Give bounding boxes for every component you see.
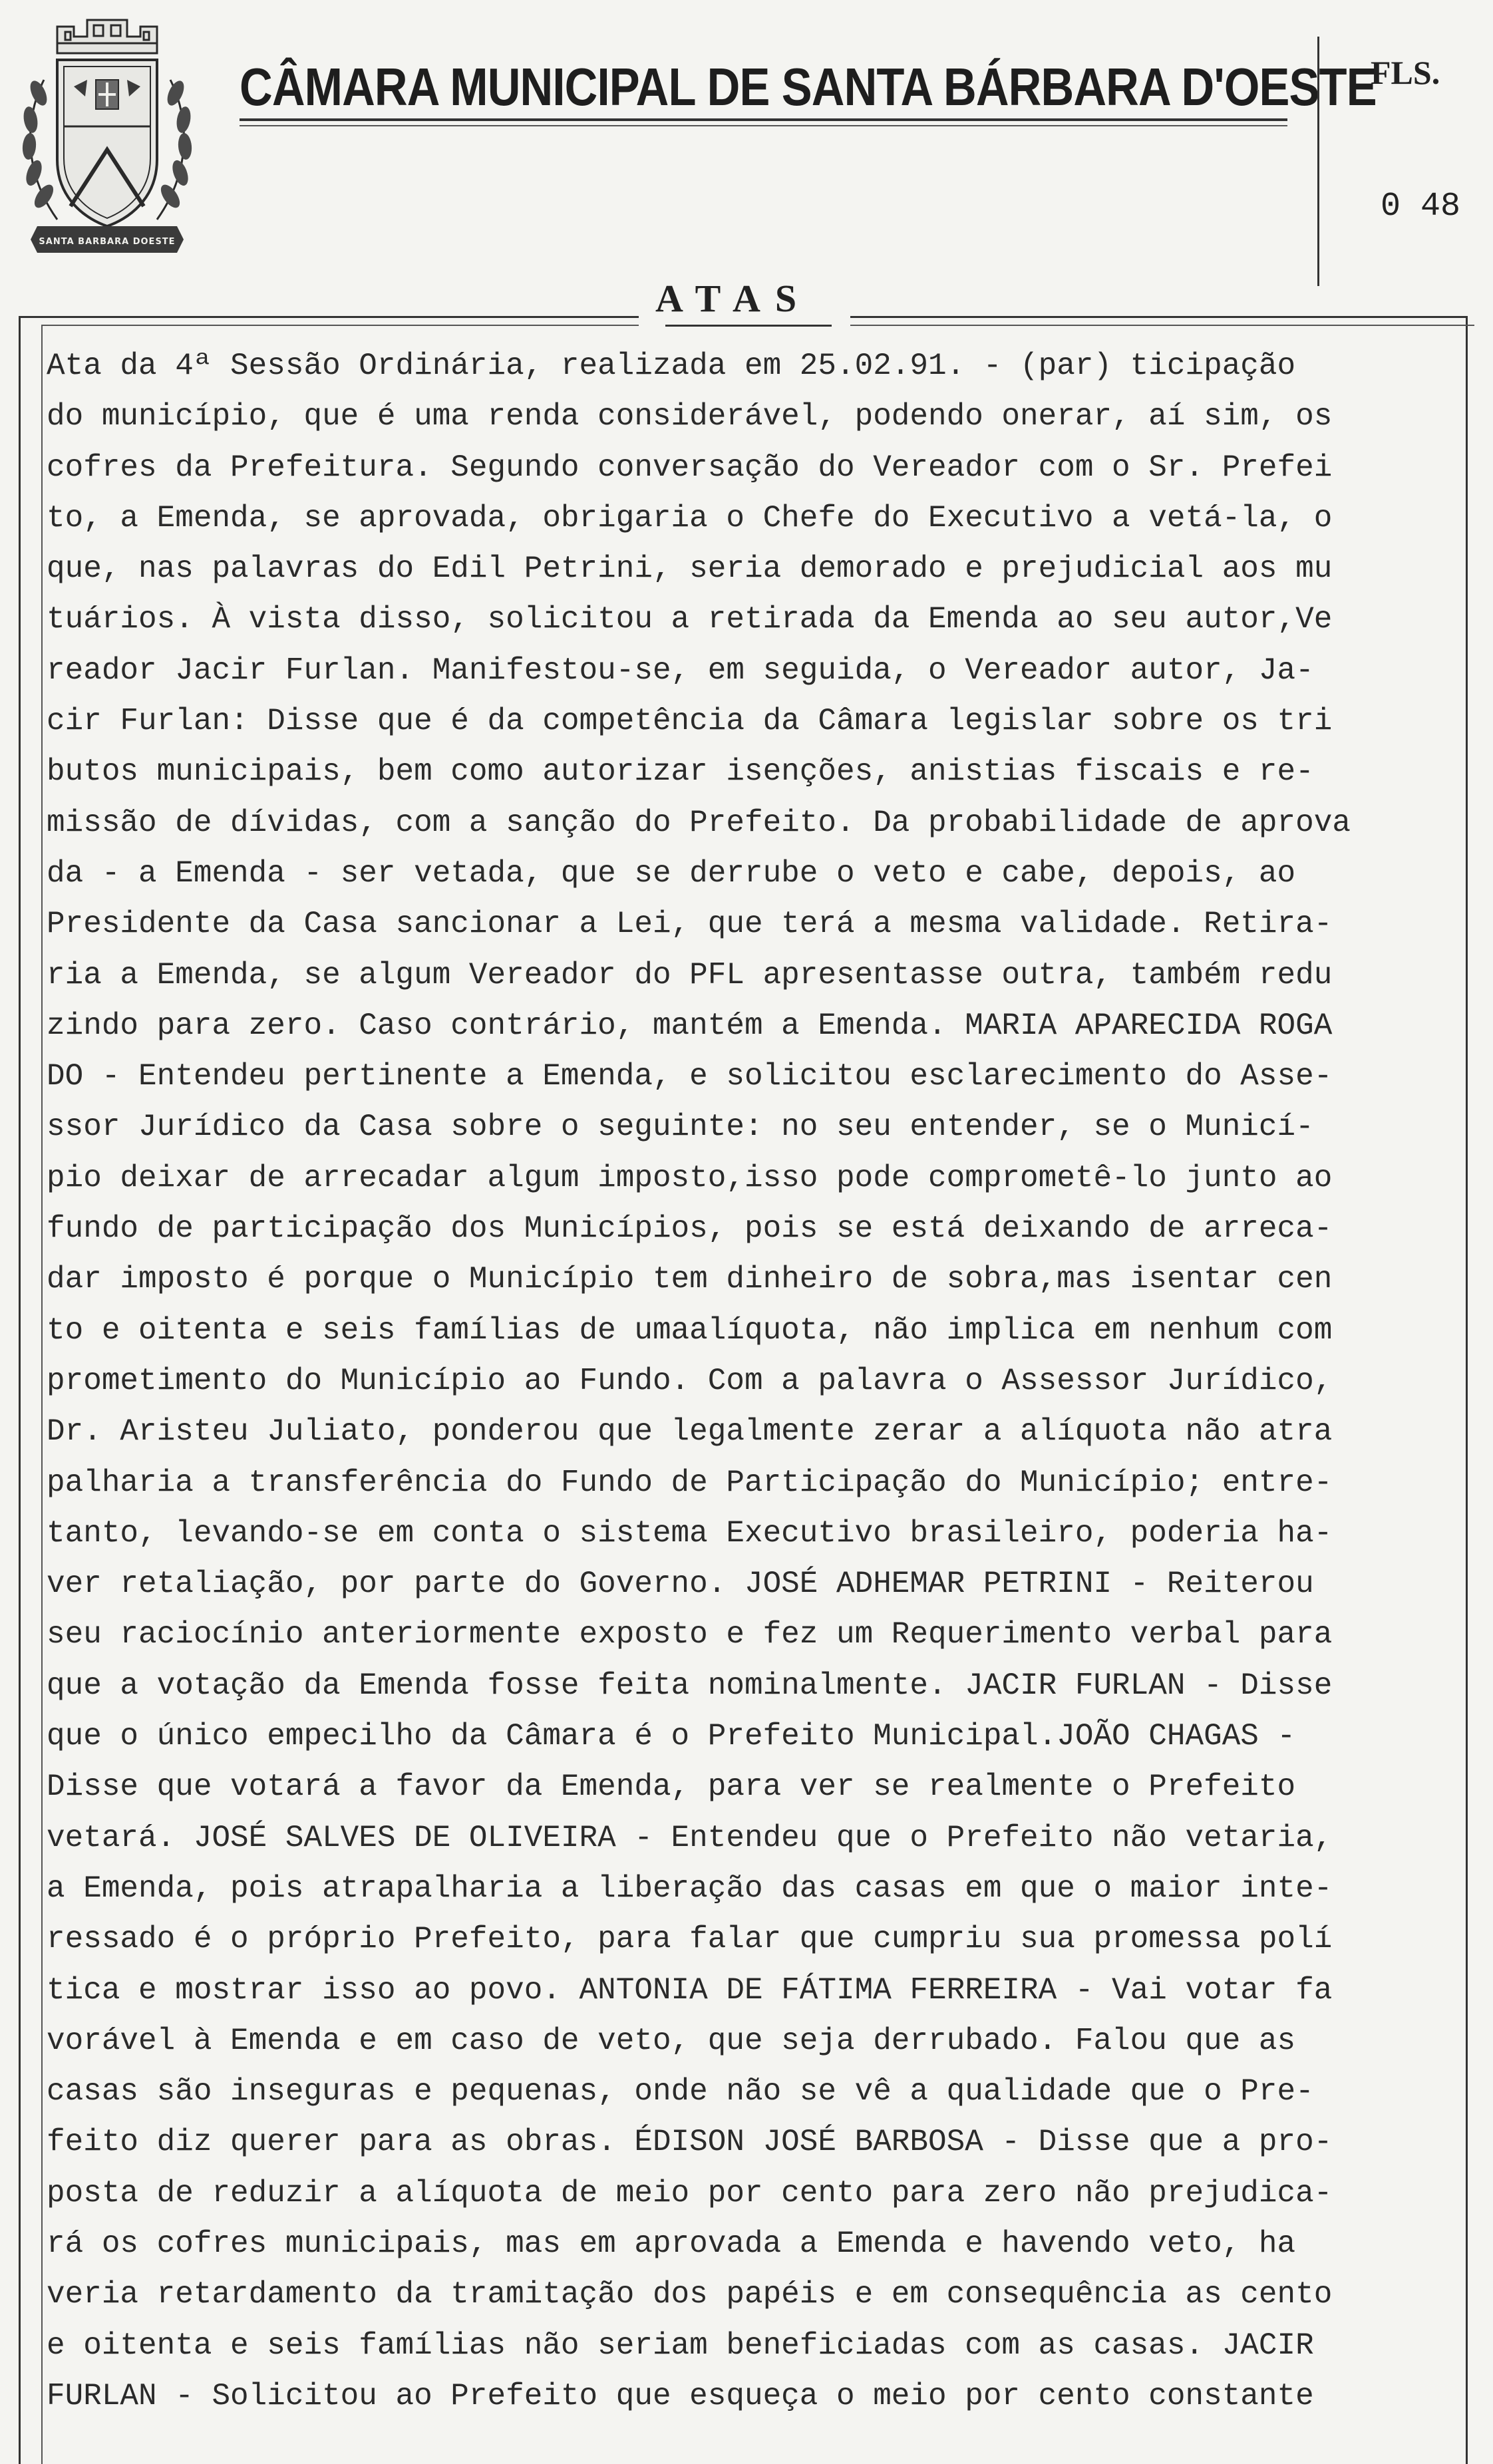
text-line: do município, que é uma renda considerável, podendo onerar, aí sim, os bbox=[47, 399, 1333, 434]
text-line: tanto, levando-se em conta o sistema Executivo brasileiro, poderia ha- bbox=[47, 1515, 1333, 1551]
text-line: cofres da Prefeitura. Segundo conversação do Vereador com o Sr. Prefei bbox=[47, 450, 1333, 485]
section-label-underline bbox=[665, 325, 832, 327]
text-line: fundo de participação dos Municípios, pois se está deixando de arreca- bbox=[47, 1211, 1333, 1247]
text-line: vetará. JOSÉ SALVES DE OLIVEIRA - Entendeu que o Prefeito não vetaria, bbox=[47, 1820, 1333, 1855]
text-line: zindo para zero. Caso contrário, mantém a Emenda. MARIA APARECIDA ROGA bbox=[47, 1008, 1333, 1043]
svg-text:SANTA BARBARA DOESTE: SANTA BARBARA DOESTE bbox=[39, 237, 176, 247]
text-line: ver retaliação, por parte do Governo. JOSÉ ADHEMAR PETRINI - Reiterou bbox=[47, 1567, 1314, 1602]
text-line: reador Jacir Furlan. Manifestou-se, em seguida, o Vereador autor, Ja- bbox=[47, 653, 1314, 688]
text-line: butos municipais, bem como autorizar isenções, anistias fiscais e re- bbox=[47, 754, 1314, 790]
text-line: casas são inseguras e pequenas, onde não se vê a qualidade que o Pre- bbox=[47, 2074, 1314, 2109]
text-line: ressado é o próprio Prefeito, para falar que cumpriu sua promessa polí bbox=[47, 1922, 1333, 1957]
text-line: posta de reduzir a alíquota de meio por cento para zero não prejudica- bbox=[47, 2175, 1333, 2211]
text-line: ssor Jurídico da Casa sobre o seguinte: no seu entender, se o Municí- bbox=[47, 1110, 1314, 1145]
text-line: dar imposto é porque o Município tem dinheiro de sobra,mas isentar cen bbox=[47, 1262, 1333, 1297]
header-divider bbox=[1317, 37, 1319, 286]
text-line: que, nas palavras do Edil Petrini, seria demorado e prejudicial aos mu bbox=[47, 551, 1333, 587]
text-line: Presidente da Casa sancionar a Lei, que terá a mesma validade. Retira- bbox=[47, 907, 1333, 942]
text-line: veria retardamento da tramitação dos papéis e em consequência as cento bbox=[47, 2277, 1333, 2312]
text-line: missão de dívidas, com a sanção do Prefeito. Da probabilidade de aprova bbox=[47, 805, 1351, 840]
header-rule-thin bbox=[240, 125, 1287, 126]
text-line: pio deixar de arrecadar algum imposto,isso pode comprometê-lo junto ao bbox=[47, 1160, 1333, 1195]
text-line: FURLAN - Solicitou ao Prefeito que esqueça o meio por cento constante bbox=[47, 2378, 1314, 2413]
folio-label: FLS. bbox=[1371, 54, 1440, 91]
text-line: e oitenta e seis famílias não seriam beneficiadas com as casas. JACIR bbox=[47, 2328, 1314, 2363]
folio-number: 0 48 bbox=[1381, 188, 1461, 226]
text-line: tuários. À vista disso, solicitou a retirada da Emenda ao seu autor,Ve bbox=[47, 602, 1333, 637]
minutes-body bbox=[47, 341, 1477, 2421]
text-line: a Emenda, pois atrapalharia a liberação das casas em que o maior inte- bbox=[47, 1871, 1333, 1906]
text-line: feito diz querer para as obras. ÉDISON JOSÉ BARBOSA - Disse que a pro- bbox=[47, 2125, 1333, 2160]
header-rule bbox=[240, 118, 1287, 121]
text-line: seu raciocínio anteriormente exposto e fez um Requerimento verbal para bbox=[47, 1617, 1333, 1652]
text-line: Dr. Aristeu Juliato, ponderou que legalmente zerar a alíquota não atra bbox=[47, 1414, 1333, 1450]
text-line: DO - Entendeu pertinente a Emenda, e solicitou esclarecimento do Asse- bbox=[47, 1059, 1333, 1094]
text-line: que o único empecilho da Câmara é o Prefeito Municipal.JOÃO CHAGAS - bbox=[47, 1719, 1296, 1754]
text-line: ria a Emenda, se algum Vereador do PFL apresentasse outra, também redu bbox=[47, 957, 1333, 993]
text-line: Ata da 4ª Sessão Ordinária, realizada em 25.02.91. - (par) ticipação bbox=[47, 349, 1296, 383]
text-line: que a votação da Emenda fosse feita nominalmente. JACIR FURLAN - Disse bbox=[47, 1668, 1333, 1703]
text-line: cir Furlan: Disse que é da competência da Câmara legislar sobre os tri bbox=[47, 704, 1333, 739]
text-line: da - a Emenda - ser vetada, que se derrube o veto e cabe, depois, ao bbox=[47, 855, 1296, 891]
text-line: tica e mostrar isso ao povo. ANTONIA DE FÁTIMA FERREIRA - Vai votar fa bbox=[47, 1972, 1333, 2008]
text-line: to e oitenta e seis famílias de umaalíquota, não implica em nenhum com bbox=[47, 1312, 1333, 1348]
section-label: ATAS bbox=[655, 277, 812, 320]
text-line: prometimento do Município ao Fundo. Com a palavra o Assessor Jurídico, bbox=[47, 1363, 1333, 1398]
municipal-crest-icon bbox=[11, 7, 204, 259]
text-line: vorável à Emenda e em caso de veto, que seja derrubado. Falou que as bbox=[47, 2023, 1296, 2058]
text-line: Disse que votará a favor da Emenda, para ver se realmente o Prefeito bbox=[47, 1770, 1296, 1805]
text-line: rá os cofres municipais, mas em aprovada a Emenda e havendo veto, ha bbox=[47, 2226, 1296, 2261]
page-title: CÂMARA MUNICIPAL DE SANTA BÁRBARA D'OESTE bbox=[240, 57, 1377, 116]
text-line: to, a Emenda, se aprovada, obrigaria o Chefe do Executivo a vetá-la, o bbox=[47, 500, 1333, 536]
text-line: palharia a transferência do Fundo de Participação do Município; entre- bbox=[47, 1465, 1333, 1500]
